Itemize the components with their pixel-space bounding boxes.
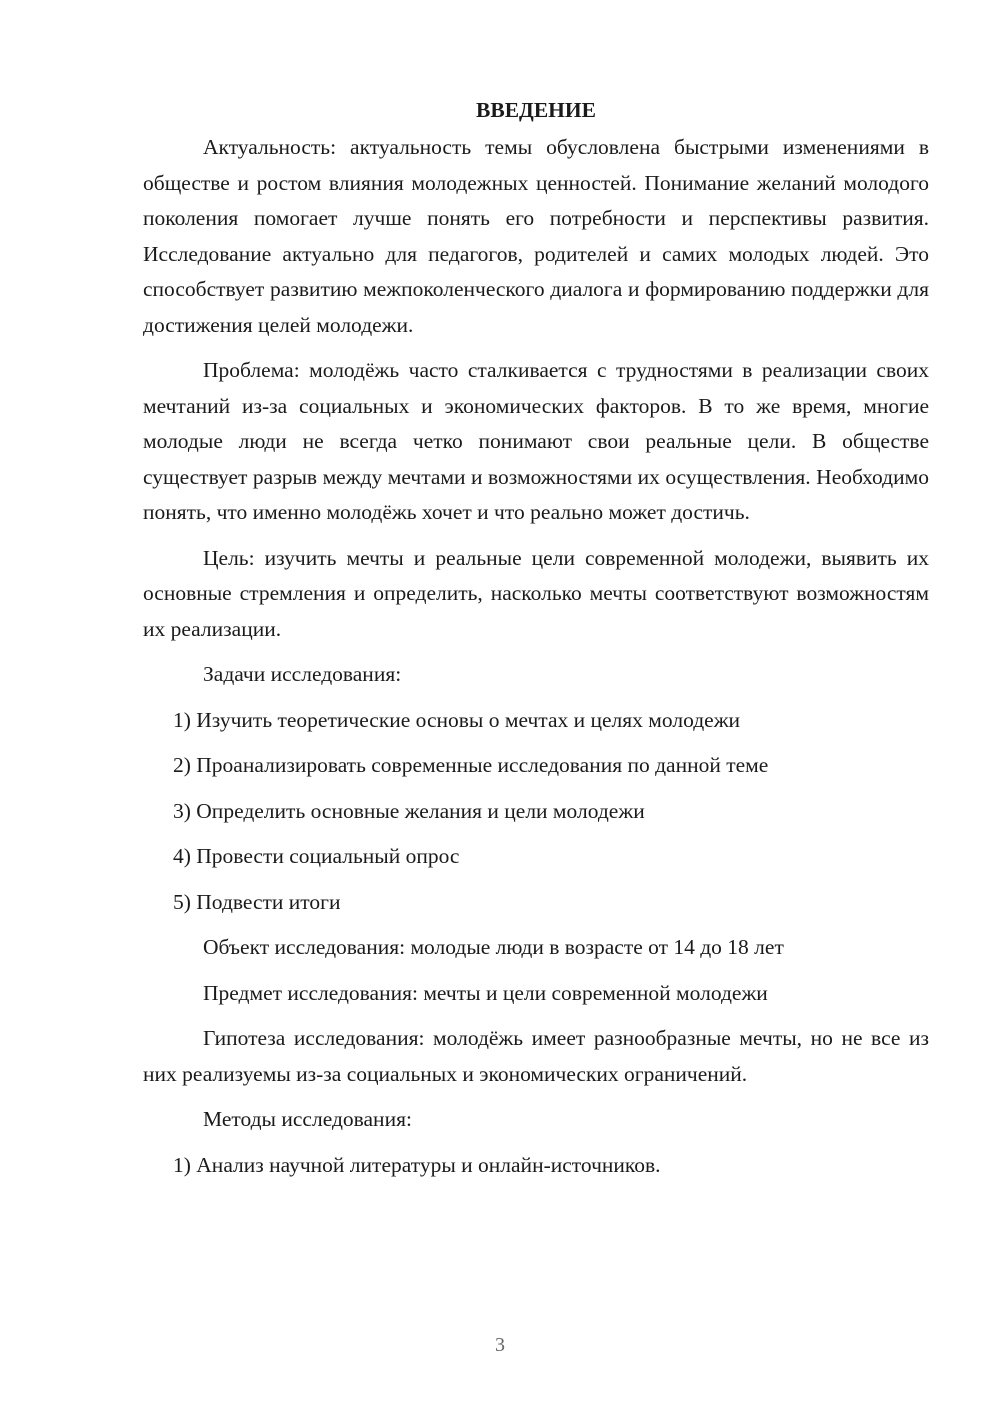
section-heading: ВВЕДЕНИЕ [476,98,596,122]
task-item: 5) Подвести итоги [173,889,341,914]
task-item: 2) Проанализировать современные исследования по данной теме [173,753,769,777]
page-content [143,92,929,1193]
method-item: 1) Анализ научной литературы и онлайн-источников. [173,1152,661,1177]
task-item: 3) Определить основные желания и цели молодежи [173,798,645,823]
hypothesis-paragraph: Гипотеза исследования: молодёжь имеет разнообразные мечты, но не все из них реализуемы из-за социальных и экономических ограничений. [143,1026,929,1086]
methods-heading: Методы исследования: [203,1107,412,1131]
task-item: 1) Изучить теоретические основы о мечтах и целях молодежи [173,707,741,732]
research-object: Объект исследования: молодые люди в возрасте от 14 до 18 лет [203,935,784,959]
page-number: 3 [495,1334,505,1356]
relevance-paragraph: Актуальность: актуальность темы обусловлена быстрыми изменениями в обществе и ростом влияния молодежных ценностей. Понимание желаний молодого поколения помогает лучше понять его потребности и перспективы развития. Исследование актуально для педагогов, родителей и самих молодых людей. Это способствует развитию межпоколенческого диалога и формированию поддержки для достижения целей молодежи. [143,135,929,337]
problem-paragraph: Проблема: молодёжь часто сталкивается с трудностями в реализации своих мечтаний из-за социальных и экономических факторов. В то же время, многие молодые люди не всегда четко понимают свои реальные цели. В обществе существует разрыв между мечтами и возможностями их осуществления. Необходимо понять, что именно молодёжь хочет и что реально может достичь. [143,358,929,524]
task-item: 4) Провести социальный опрос [173,844,460,868]
research-subject: Предмет исследования: мечты и цели современной молодежи [203,980,768,1005]
tasks-heading: Задачи исследования: [203,662,402,686]
goal-paragraph: Цель: изучить мечты и реальные цели современной молодежи, выявить их основные стремления и определить, насколько мечты соответствуют возможностям их реализации. [143,545,929,641]
